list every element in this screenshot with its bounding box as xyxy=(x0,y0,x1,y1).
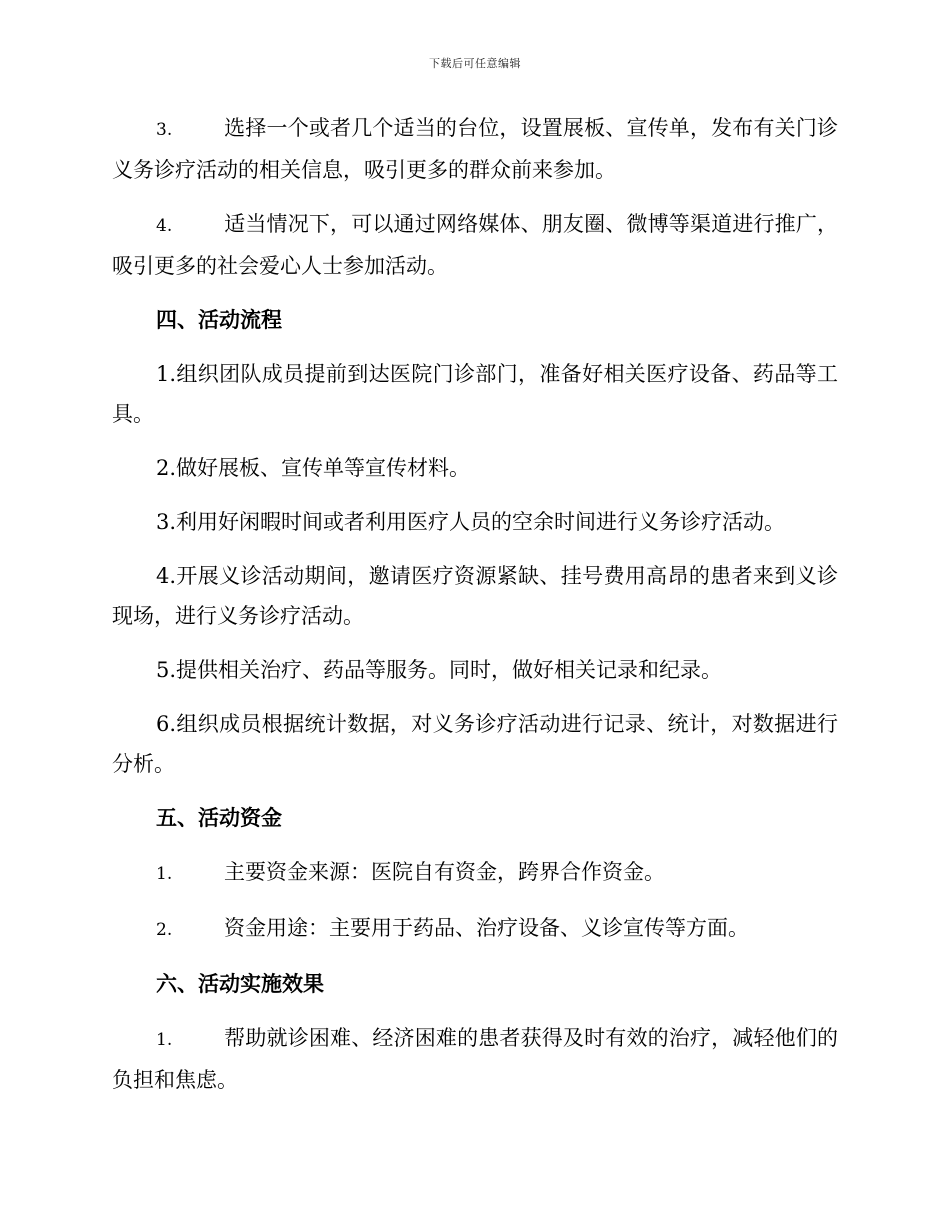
process-step-5: 5.提供相关治疗、药品等服务。同时，做好相关记录和纪录。 xyxy=(156,658,723,682)
list-item-funds-2 xyxy=(112,908,838,950)
item-number: 4. xyxy=(156,216,173,236)
item-text: 选择一个或者几个适当的台位，设置展板、宣传单，发布有关门诊义务诊疗活动的相关信息，吸引更多的群众前来参加。 xyxy=(112,116,838,182)
item-number: 3. xyxy=(156,120,173,140)
item-text: 适当情况下，可以通过网络媒体、朋友圈、微博等渠道进行推广，吸引更多的社会爱心人士参加活动。 xyxy=(112,212,838,278)
process-step-3: 3.利用好闲暇时间或者利用医疗人员的空余时间进行义务诊疗活动。 xyxy=(156,510,786,534)
section-heading-effect: 六、活动实施效果 xyxy=(156,971,324,996)
document-body xyxy=(112,108,838,1114)
item-text: 帮助就诊困难、经济困难的患者获得及时有效的治疗，减轻他们的负担和焦虑。 xyxy=(112,1026,838,1092)
list-item-prep-4 xyxy=(112,204,838,286)
item-text: 资金用途：主要用于药品、治疗设备、义诊宣传等方面。 xyxy=(224,916,749,940)
process-step-4: 4.开展义诊活动期间，邀请医疗资源紧缺、挂号费用高昂的患者来到义诊现场，进行义务诊疗活动。 xyxy=(112,564,838,628)
section-heading-process: 四、活动流程 xyxy=(156,307,282,332)
item-number: 1. xyxy=(156,864,173,884)
list-item-funds-1 xyxy=(112,852,838,894)
process-step-2: 2.做好展板、宣传单等宣传材料。 xyxy=(156,456,471,480)
list-item-prep-3 xyxy=(112,108,838,190)
item-text: 主要资金来源：医院自有资金，跨界合作资金。 xyxy=(224,860,665,884)
list-item-effect-1 xyxy=(112,1018,838,1100)
process-step-1: 1.组织团队成员提前到达医院门诊部门，准备好相关医疗设备、药品等工具。 xyxy=(112,362,838,426)
section-heading-funds: 五、活动资金 xyxy=(156,805,282,830)
item-number: 1. xyxy=(156,1030,173,1050)
item-number: 2. xyxy=(156,920,173,940)
process-step-6: 6.组织成员根据统计数据，对义务诊疗活动进行记录、统计，对数据进行分析。 xyxy=(112,712,838,776)
page-header: 下载后可任意编辑 xyxy=(429,57,521,70)
